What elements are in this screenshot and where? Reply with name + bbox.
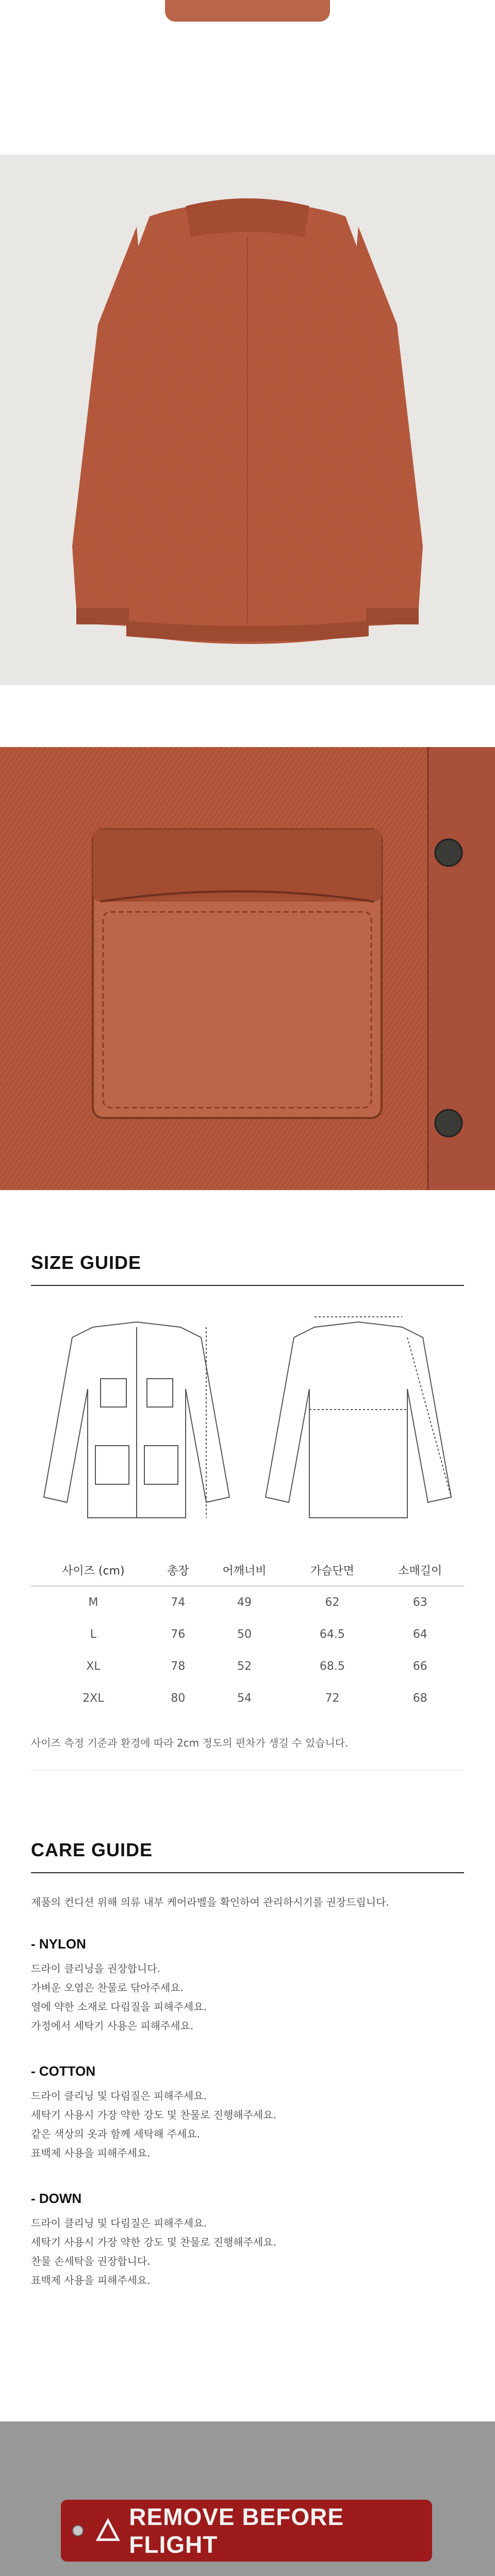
spacer xyxy=(0,1190,495,1252)
care-intro: 제품의 컨디션 위해 의류 내부 케어라벨을 확인하여 관리하시기를 권장드립니다. xyxy=(31,1896,389,1908)
cell: 49 xyxy=(237,1596,252,1609)
cell: 50 xyxy=(237,1628,252,1641)
cell: 52 xyxy=(237,1659,252,1673)
cell: 2XL xyxy=(82,1691,104,1705)
care-line: 표백제 사용을 피해주세요. xyxy=(31,2147,151,2159)
care-line: 세탁기 사용시 가장 약한 강도 및 찬물로 진행해주세요. xyxy=(31,2236,276,2248)
cell: 76 xyxy=(171,1628,186,1641)
table-row xyxy=(31,1650,464,1682)
cell: 74 xyxy=(171,1596,186,1609)
care-block-nylon xyxy=(31,1936,464,2036)
care-line: 표백제 사용을 피해주세요. xyxy=(31,2274,151,2286)
care-block-down xyxy=(31,2191,464,2290)
table-row xyxy=(31,1586,464,1619)
col-chest: 가슴단면 xyxy=(288,1554,376,1586)
top-photo-strip xyxy=(0,0,495,155)
cell: 68.5 xyxy=(319,1659,345,1673)
spacer xyxy=(0,685,495,747)
cell: 68 xyxy=(412,1691,427,1705)
divider xyxy=(31,1770,464,1771)
cell: 64 xyxy=(412,1628,427,1641)
care-guide-title: CARE GUIDE xyxy=(31,1839,153,1860)
cell: 64.5 xyxy=(319,1628,345,1641)
size-guide-title: SIZE GUIDE xyxy=(31,1252,142,1273)
col-shoulder: 어깨너비 xyxy=(201,1554,288,1586)
cell: 72 xyxy=(325,1691,340,1705)
size-drawings xyxy=(31,1307,464,1533)
cell: 62 xyxy=(325,1596,340,1609)
jacket-hem-image xyxy=(165,0,330,22)
size-table-header xyxy=(31,1554,464,1586)
jacket-back-image xyxy=(0,155,495,685)
size-table xyxy=(31,1554,464,1714)
cell: L xyxy=(90,1628,96,1641)
care-line: 가정에서 세탁기 사용은 피해주세요. xyxy=(31,2020,194,2032)
tag-hole-icon xyxy=(72,2525,84,2536)
care-block-cotton xyxy=(31,2063,464,2163)
care-line: 드라이 클리닝 및 다림질은 피해주세요. xyxy=(31,2090,207,2102)
col-size: 사이즈 (cm) xyxy=(31,1554,156,1586)
care-line: 드라이 클리닝 및 다림질은 피해주세요. xyxy=(31,2217,207,2229)
cell: 54 xyxy=(237,1691,252,1705)
care-guide-section xyxy=(0,1839,495,2421)
col-length: 총장 xyxy=(156,1554,201,1586)
section-rule xyxy=(31,1872,464,1873)
ribbon-tag xyxy=(61,2500,432,2562)
ribbon-tags-photo xyxy=(0,2421,495,2576)
size-guide-section xyxy=(0,1252,495,1839)
cell: M xyxy=(88,1596,98,1609)
care-line: 같은 색상의 옷과 함께 세탁해 주세요. xyxy=(31,2128,200,2140)
pocket-closeup-photo xyxy=(0,747,495,1190)
col-sleeve: 소매길이 xyxy=(376,1554,464,1586)
care-line: 세탁기 사용시 가장 약한 강도 및 찬물로 진행해주세요. xyxy=(31,2109,276,2121)
table-row xyxy=(31,1618,464,1650)
cell: XL xyxy=(86,1659,101,1673)
care-heading: - DOWN xyxy=(31,2191,82,2206)
table-row xyxy=(31,1682,464,1714)
jacket-back-photo xyxy=(0,155,495,685)
section-rule xyxy=(31,1285,464,1286)
back-flat-drawing xyxy=(253,1307,464,1533)
size-note: 사이즈 측정 기준과 환경에 따라 2cm 정도의 편차가 생길 수 있습니다. xyxy=(31,1737,349,1749)
cell: 63 xyxy=(412,1596,427,1609)
care-line: 드라이 클리닝을 권장합니다. xyxy=(31,1962,160,1975)
care-line: 가벼운 오염은 찬물로 닦아주세요. xyxy=(31,1981,184,1994)
pocket-detail-image xyxy=(0,747,495,1190)
front-flat-drawing xyxy=(31,1307,242,1533)
cell: 78 xyxy=(171,1659,186,1673)
care-line: 열에 약한 소재로 다림질을 피해주세요. xyxy=(31,2001,207,2013)
alpha-logo-icon xyxy=(95,2517,121,2544)
care-heading: - COTTON xyxy=(31,2063,96,2079)
care-line: 찬물 손세탁을 권장합니다. xyxy=(31,2255,151,2267)
cell: 80 xyxy=(171,1691,186,1705)
tag-text: REMOVE BEFORE FLIGHT xyxy=(129,2503,344,2558)
cell: 66 xyxy=(412,1659,427,1673)
care-heading: - NYLON xyxy=(31,1936,86,1952)
